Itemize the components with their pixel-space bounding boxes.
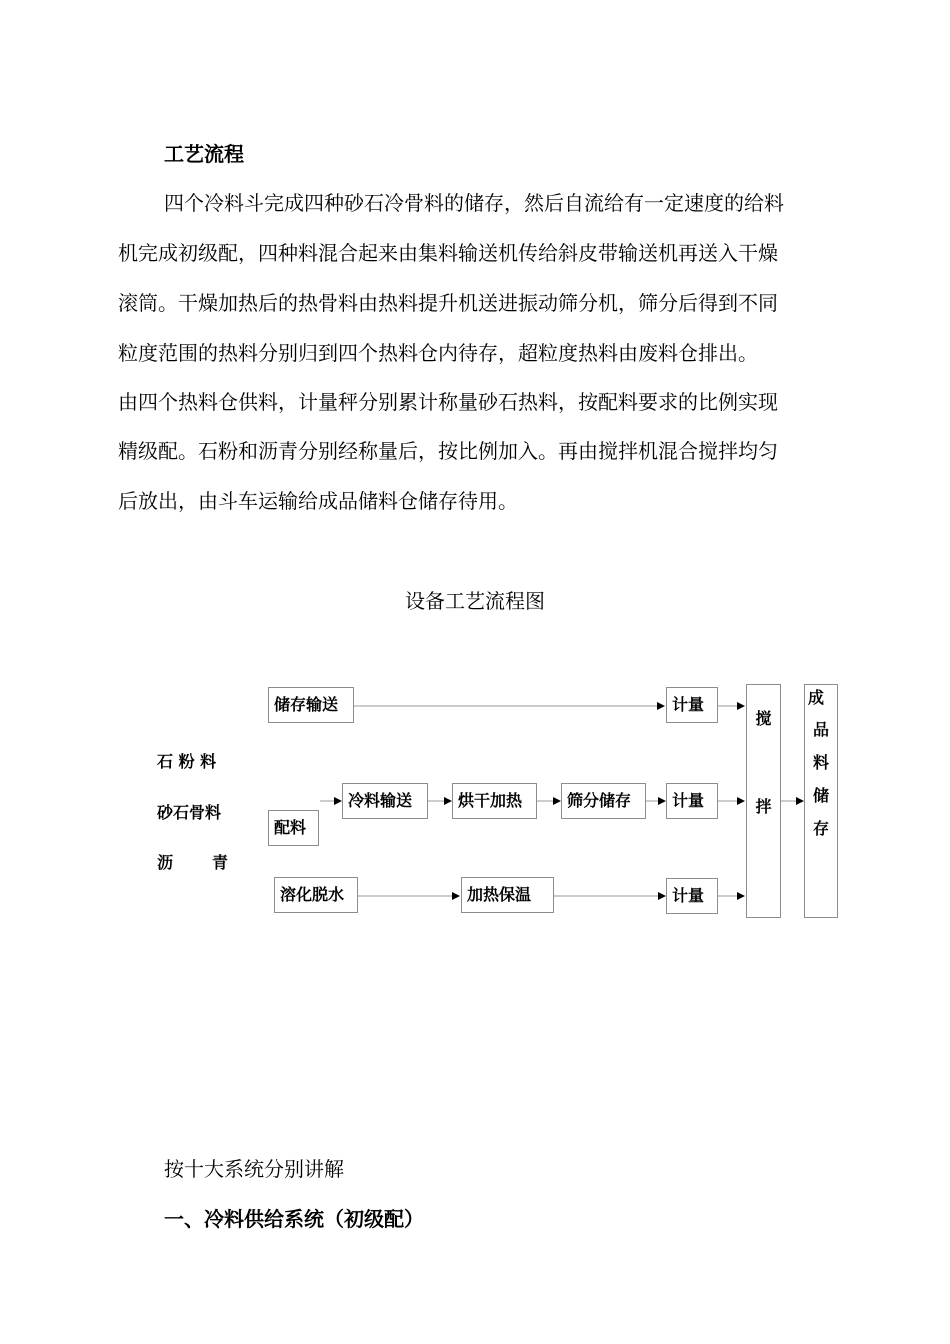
paragraph-line: 机完成初级配，四种料混合起来由集料输送机传给斜皮带输送机再送入干燥 [118,241,778,265]
paragraph-line: 滚筒。干燥加热后的热骨料由热料提升机送进振动筛分机，筛分后得到不同 [118,291,778,315]
box-measure-1: 计量 [666,687,718,723]
section-title: 工艺流程 [164,142,244,166]
box-melt-dewater: 溶化脱水 [274,877,358,913]
product-char: 储 [812,786,829,805]
box-heat-insulate: 加热保温 [461,877,554,913]
product-char: 存 [812,819,829,838]
box-product-storage [804,684,838,918]
paragraph-line: 粒度范围的热料分别归到四个热料仓内待存，超粒度热料由废料仓排出。 [118,341,758,365]
paragraph-line: 四个冷料斗完成四种砂石冷骨料的储存，然后自流给有一定速度的给料 [164,191,784,215]
product-char: 品 [812,720,829,739]
paragraph-line: 由四个热料仓供料，计量秤分别累计称量砂石热料，按配料要求的比例实现 [118,390,778,414]
subsection-title: 一、冷料供给系统（初级配） [164,1207,424,1231]
paragraph-line: 后放出，由斗车运输给成品储料仓储存待用。 [118,489,518,513]
box-screen-store: 筛分储存 [561,783,646,819]
box-store-convey: 储存输送 [268,687,354,723]
mixer-char: 搅 [755,709,772,728]
box-dry-heat: 烘干加热 [452,783,537,819]
material-stone-powder: 石 粉 料 [157,752,217,771]
box-batching: 配料 [268,810,319,846]
intro-text: 按十大系统分别讲解 [164,1157,344,1181]
box-mixer [746,684,781,918]
material-asphalt: 沥 青 [157,853,228,872]
product-char: 料 [812,753,829,772]
box-cold-convey: 冷料输送 [342,783,428,819]
mixer-char: 拌 [755,797,772,816]
diagram-title: 设备工艺流程图 [405,589,545,613]
paragraph-line: 精级配。石粉和沥青分别经称量后，按比例加入。再由搅拌机混合搅拌均匀 [118,439,778,463]
box-measure-3: 计量 [666,878,718,914]
product-char: 成 [807,688,824,707]
material-aggregate: 砂石骨料 [157,803,222,822]
box-measure-2: 计量 [666,783,718,819]
